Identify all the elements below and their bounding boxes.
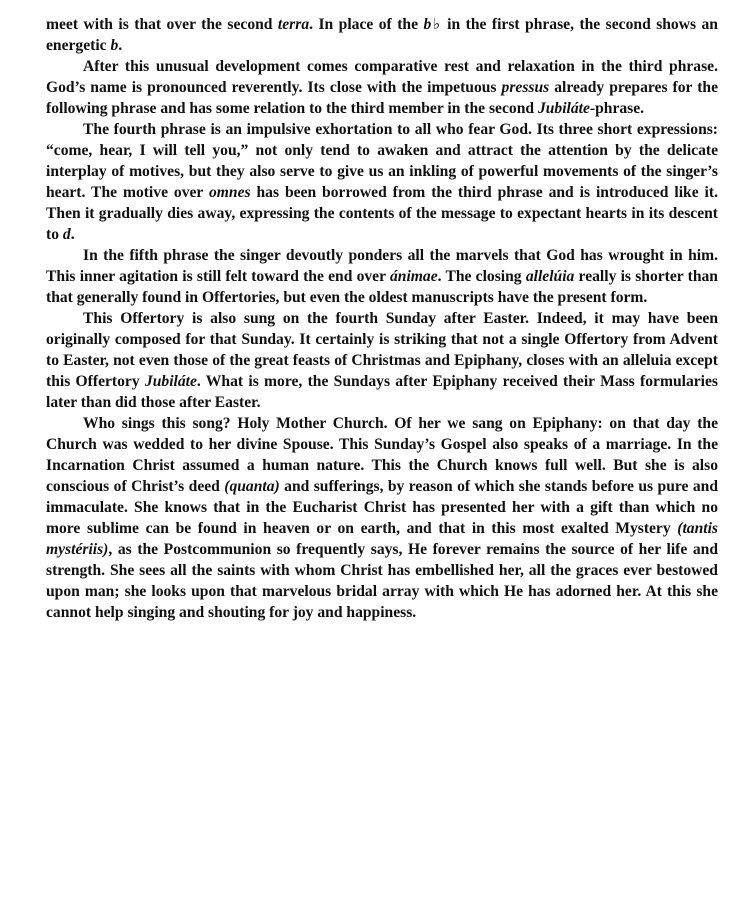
text-run: -phrase. [589, 100, 645, 117]
text-run: The fourth phrase is an impulsive exhortation to all who fear God. Its three short expressions: “come, hear, I will tell you,” not only tend to awaken and attract the attention by the delicate interplay of motives, but they also serve to give us an inkling of powerful movements of the singer’s heart. The motive over [46, 121, 718, 201]
paragraph-fourth-phrase [46, 119, 718, 245]
text-run: This Offertory is also sung on the fourth Sunday after Easter. Indeed, it may have been originally composed for that Sunday. It certainly is striking that not a single Offertory from Advent to Easter, not even those of the great feasts of Christmas and Epiphany, closes with an alleluia except this Offertory [46, 310, 718, 390]
italic-term: omnes [208, 184, 251, 201]
paragraph-who-sings [46, 413, 718, 623]
text-run: . [70, 226, 75, 243]
text-run: in the first phrase, the second shows an energetic [46, 16, 718, 54]
text-run: and sufferings, by reason of which she stands before us pure and immaculate. She knows that in the Eucharist Christ has presented her with a gift than which no more sublime can be found in heaven or on earth, and that in this most exalted Mystery [46, 478, 718, 537]
italic-term: ánimae [389, 268, 438, 285]
text-run: After this unusual development comes comparative rest and relaxation in the third phrase. God’s name is pronounced reverently. Its close with the impetuous [46, 58, 718, 96]
text-run: . In place of the [309, 16, 424, 33]
italic-term: b♭ [423, 16, 442, 33]
italic-term: pressus [501, 79, 550, 96]
paragraph-third-phrase [46, 56, 718, 119]
text-run: really is shorter than that generally found in Offertories, but even the oldest manuscripts have the present form. [46, 268, 718, 306]
text-run: meet with is that over the second [46, 16, 278, 33]
text-run: In the fifth phrase the singer devoutly ponders all the marvels that God has wrought in him. This inner agitation is still felt toward the end over [46, 247, 718, 285]
text-run: has been borrowed from the third phrase and is introduced like it. Then it gradually dies away, expressing the contents of the message to expectant hearts in its descent to [46, 184, 718, 243]
text-run: Who sings this song? Holy Mother Church. Of her we sang on Epiphany: on that day the Church was wedded to her divine Spouse. This Sunday’s Gospel also speaks of a marriage. In the Incarnation Christ assumed a human nature. This the Church knows full well. But she is also conscious of Christ’s deed [46, 415, 718, 495]
italic-term: allelúia [525, 268, 575, 285]
italic-term: Jubiláte [144, 373, 197, 390]
text-run: already prepares for the following phrase and has some relation to the third member in the second [46, 79, 718, 117]
paragraph-fourth-sunday [46, 308, 718, 413]
italic-term: terra [277, 16, 310, 33]
italic-term: b [110, 37, 119, 54]
text-run: , as the Postcommunion so frequently says, He forever remains the source of her life and strength. She sees all the saints with whom Christ has embellished her, all the graces ever bestowed upon man; she looks upon that marvelous bridal array with which He has adorned her. At this she cannot help singing and shouting for joy and happiness. [46, 541, 718, 621]
italic-term: d [62, 226, 71, 243]
italic-term: (tantis mystériis) [46, 520, 718, 558]
paragraph-continued [46, 14, 718, 56]
italic-term: Jubiláte [537, 100, 590, 117]
text-run: . [118, 37, 123, 54]
text-run: . What is more, the Sundays after Epiphany received their Mass formularies later than did those after Easter. [46, 373, 718, 411]
italic-term: (quanta) [224, 478, 280, 495]
paragraph-fifth-phrase [46, 245, 718, 308]
text-run: . The closing [437, 268, 526, 285]
